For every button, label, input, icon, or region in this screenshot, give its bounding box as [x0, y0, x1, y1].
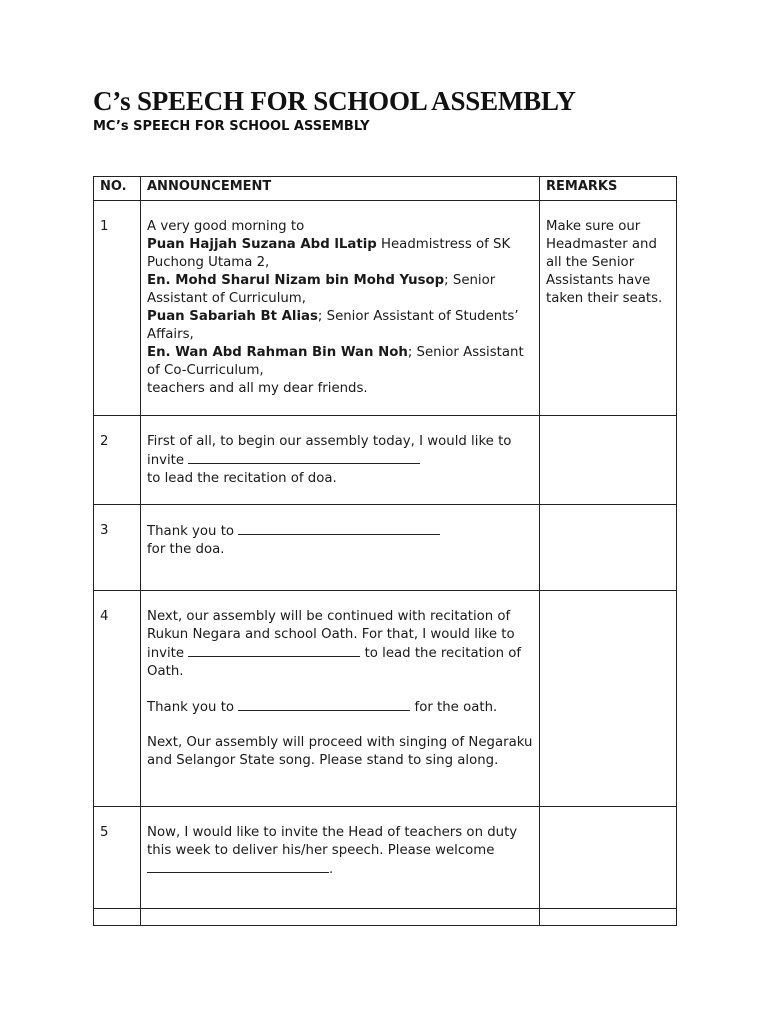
guest-role: Headmistress of SK Puchong Utama 2, — [147, 237, 511, 270]
header-no: NO. — [94, 177, 141, 201]
guest-line — [147, 308, 533, 344]
remarks-cell — [540, 807, 677, 909]
page-title: C’s SPEECH FOR SCHOOL ASSEMBLY — [93, 86, 576, 116]
announcement-text: to lead the recitation of Oath. — [147, 646, 522, 679]
announcement-text: to lead the recitation of doa. — [147, 471, 337, 486]
row-number: 3 — [94, 505, 141, 591]
announcement-text: Thank you to — [147, 524, 235, 539]
guest-role: ; Senior Assistant of Curriculum, — [147, 273, 496, 306]
remarks-cell — [540, 416, 677, 505]
announcement-paragraph — [147, 698, 533, 717]
remarks-cell — [540, 505, 677, 591]
announcement-cell — [141, 201, 540, 416]
announcement-text: First of all, to begin our assembly today, I would like to invite — [147, 434, 512, 468]
name-blank — [238, 698, 410, 711]
guest-line — [147, 272, 533, 308]
row-number: 1 — [94, 201, 141, 416]
table-header-row — [94, 177, 677, 201]
header-remarks: REMARKS — [540, 177, 677, 201]
announcement-text: for the doa. — [147, 542, 225, 557]
announcement-text: Next, our assembly will be continued with recitation of Rukun Negara and school Oath. For that, I would like to invite — [147, 609, 515, 661]
greeting-text: A very good morning to — [147, 219, 305, 234]
table-row — [94, 201, 677, 416]
table-row — [94, 505, 677, 591]
name-blank — [238, 522, 440, 535]
guest-role: ; Senior Assistant of Students’ Affairs, — [147, 309, 519, 342]
remarks-cell: Make sure our Headmaster and all the Senior Assistants have taken their seats. — [540, 201, 677, 416]
announcement-table — [93, 176, 677, 926]
announcement-cell — [141, 416, 540, 505]
empty-cell — [94, 909, 141, 926]
page-subtitle: MC’s SPEECH FOR SCHOOL ASSEMBLY — [93, 119, 370, 134]
announcement-cell — [141, 591, 540, 807]
guest-name: En. Mohd Sharul Nizam bin Mohd Yusop — [147, 273, 445, 288]
table-row — [94, 807, 677, 909]
announcement-text: . — [329, 862, 334, 877]
guest-line — [147, 344, 533, 380]
guest-name: Puan Hajjah Suzana Abd lLatip — [147, 237, 377, 252]
header-announcement: ANNOUNCEMENT — [141, 177, 540, 201]
name-blank — [188, 644, 360, 657]
remarks-cell — [540, 591, 677, 807]
announcement-cell — [141, 505, 540, 591]
announcement-text: Now, I would like to invite the Head of teachers on duty this week to deliver his/her speech. Please welcome — [147, 825, 518, 858]
announcement-text: for the oath. — [414, 700, 498, 715]
announcement-cell — [141, 807, 540, 909]
guest-name: En. Wan Abd Rahman Bin Wan Noh — [147, 345, 408, 360]
announcement-paragraph — [147, 608, 533, 681]
table-row — [94, 909, 677, 926]
table-row — [94, 416, 677, 505]
empty-cell — [540, 909, 677, 926]
guest-line — [147, 236, 533, 272]
closing-text: teachers and all my dear friends. — [147, 381, 368, 396]
row-number: 2 — [94, 416, 141, 505]
guest-role: ; Senior Assistant of Co-Curriculum, — [147, 345, 524, 378]
empty-cell — [141, 909, 540, 926]
announcement-text: Thank you to — [147, 700, 235, 715]
row-number: 4 — [94, 591, 141, 807]
table-row — [94, 591, 677, 807]
name-blank — [147, 860, 329, 873]
row-number: 5 — [94, 807, 141, 909]
guest-name: Puan Sabariah Bt Alias — [147, 309, 318, 324]
announcement-paragraph: Next, Our assembly will proceed with singing of Negaraku and Selangor State song. Please stand to sing along. — [147, 735, 533, 768]
name-blank — [188, 451, 420, 464]
